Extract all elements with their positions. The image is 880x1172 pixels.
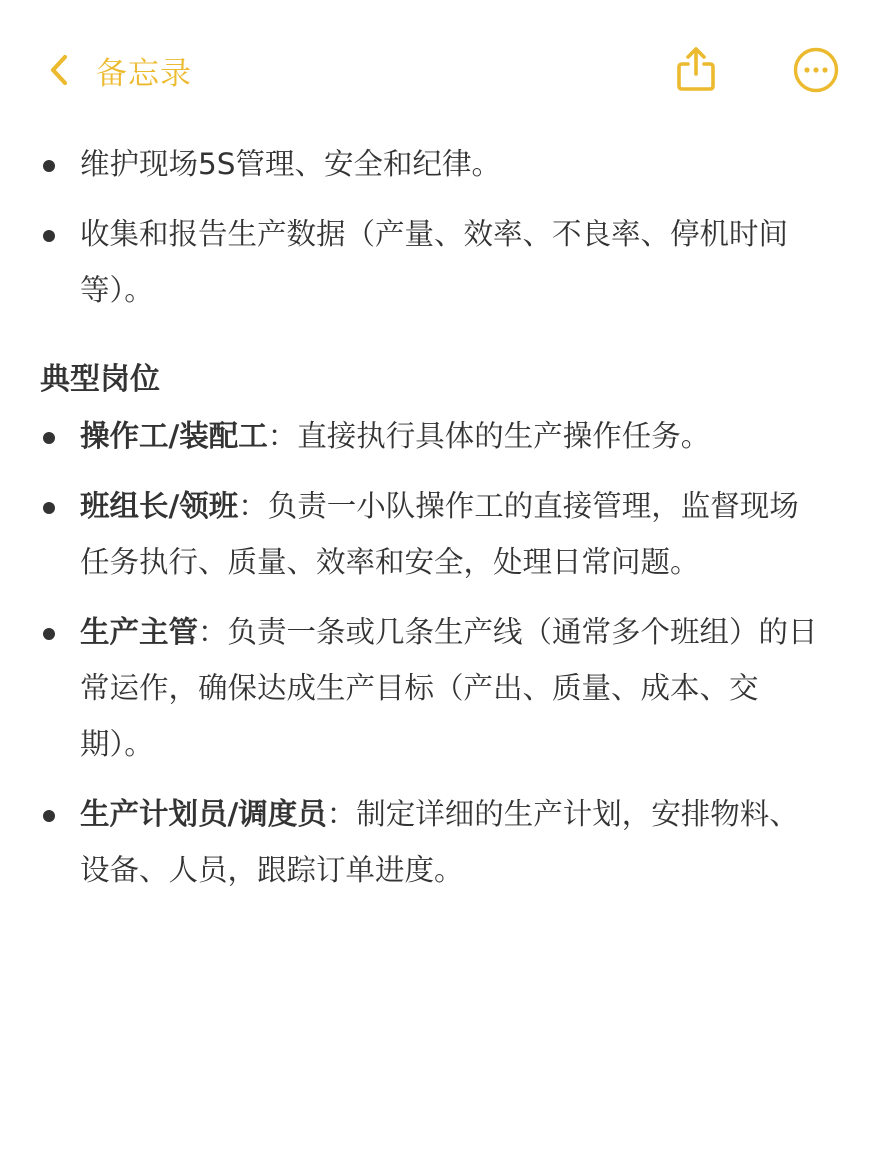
bullet-dot xyxy=(43,502,55,514)
list-item-text: 收集和报告生产数据（产量、效率、不良率、停机时间等）。 xyxy=(80,217,789,307)
position-title: 操作工/装配工 xyxy=(80,419,268,453)
back-button[interactable] xyxy=(48,46,192,94)
list-item xyxy=(0,136,880,192)
chevron-left-icon xyxy=(48,52,70,88)
position-title: 班组长/领班 xyxy=(80,489,239,523)
position-title: 生产主管 xyxy=(80,615,199,649)
list-item xyxy=(0,478,880,590)
position-title: 生产计划员/调度员 xyxy=(80,797,327,831)
list-item xyxy=(0,786,880,898)
share-button[interactable] xyxy=(674,42,718,94)
share-icon xyxy=(674,42,718,94)
position-description: ：制定详细的生产计划，安排物料、设备、人员，跟踪订单进度。 xyxy=(80,797,799,887)
more-options-button[interactable] xyxy=(793,47,839,93)
positions-list xyxy=(0,408,880,898)
list-item-text: 维护现场5S管理、安全和纪律。 xyxy=(80,147,501,181)
bullet-dot xyxy=(43,628,55,640)
bullet-dot xyxy=(43,230,55,242)
note-body[interactable] xyxy=(0,136,880,912)
position-description: ：直接执行具体的生产操作任务。 xyxy=(267,419,711,453)
list-item xyxy=(0,206,880,318)
position-description: ：负责一小队操作工的直接管理，监督现场任务执行、质量、效率和安全，处理日常问题。 xyxy=(80,489,799,579)
section-heading: 典型岗位 xyxy=(40,362,160,397)
back-label: 备忘录 xyxy=(96,55,192,92)
bullet-list xyxy=(0,136,880,318)
more-circle-icon xyxy=(793,47,839,93)
navigation-bar xyxy=(0,0,880,130)
position-description: ：负责一条或几条生产线（通常多个班组）的日常运作，确保达成生产目标（产出、质量、成本、交期）。 xyxy=(80,615,818,761)
list-item xyxy=(0,604,880,772)
bullet-dot xyxy=(43,432,55,444)
bullet-dot xyxy=(43,810,55,822)
bullet-dot xyxy=(43,160,55,172)
list-item xyxy=(0,408,880,464)
